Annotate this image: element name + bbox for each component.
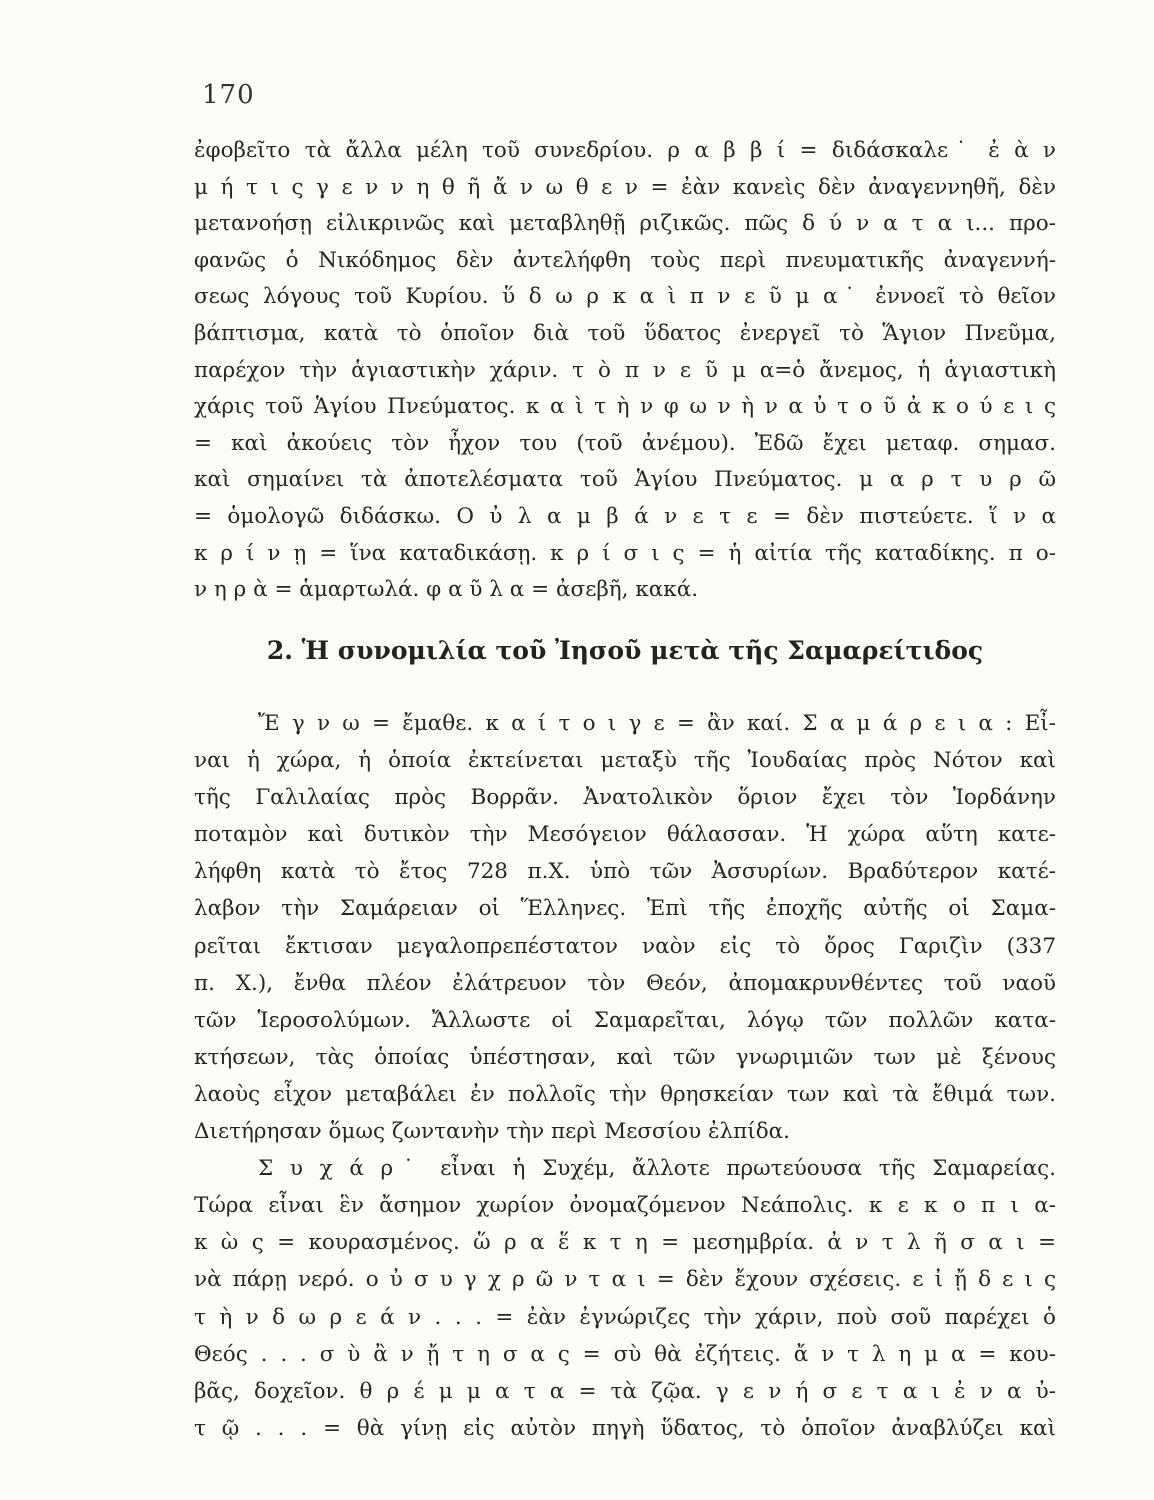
text-line: ποταμὸν καὶ δυτικὸν τὴν Μεσόγειον θάλασσαν. Ἡ χώρα αὕτη κατε-: [194, 822, 1056, 848]
text-line: λαβον τὴν Σαμάρειαν οἱ Ἕλληνες. Ἐπὶ τῆς ἐποχῆς αὐτῆς οἱ Σαμα-: [194, 896, 1056, 922]
text-line: ναι ἡ χώρα, ἡ ὁποία ἐκτείνεται μεταξὺ τῆς Ἰουδαίας πρὸς Νότον καὶ: [194, 748, 1056, 774]
text-line: μ ή τ ι ς γ ε ν ν η θ ῆ ἄ ν ω θ ε ν = ἐὰν κανεὶς δὲν ἀναγεννηθῆ, δὲν: [194, 174, 1056, 200]
paragraph-1: [194, 133, 1056, 609]
text-line: Τώρα εἶναι ἓν ἄσημον χωρίον ὀνομαζόμενον Νεάπολις. κ ε κ ο π ι α-: [194, 1193, 1056, 1219]
text-line: κτήσεων, τὰς ὁποίας ὑπέστησαν, καὶ τῶν γνωριμιῶν των μὲ ξένους: [194, 1044, 1056, 1070]
text-line: Θεός . . . σ ὺ ἂ ν ᾔ τ η σ α ς = σὺ θὰ ἐζήτεις. ἄ ν τ λ η μ α = κου-: [194, 1341, 1056, 1367]
text-line: σεως λόγους τοῦ Κυρίου. ὕ δ ω ρ κ α ὶ π ν ε ῦ μ α˙ ἐννοεῖ τὸ θεῖον: [194, 284, 1056, 310]
text-line: ἐφοβεῖτο τὰ ἄλλα μέλη τοῦ συνεδρίου. ρ α β β ί = διδάσκαλε˙ ἐ ὰ ν: [194, 138, 1056, 163]
text-line: μετανοήσῃ εἰλικρινῶς καὶ μεταβληθῇ ριζικῶς. πῶς δ ύ ν α τ α ι... προ-: [194, 211, 1056, 237]
text-line: βάπτισμα, κατὰ τὸ ὁποῖον διὰ τοῦ ὕδατος ἐνεργεῖ τὸ Ἅγιον Πνεῦμα,: [194, 320, 1056, 346]
section-heading: 2. Ἡ συνομιλία τοῦ Ἰησοῦ μετὰ τῆς Σαμαρείτιδος: [266, 636, 984, 665]
text-line: κ ρ ί ν ῃ = ἵνα καταδικάσῃ. κ ρ ί σ ι ς = ἡ αἰτία τῆς καταδίκης. π ο-: [194, 540, 1056, 566]
text-line: παρέχον τὴν ἁγιαστικὴν χάριν. τ ὸ π ν ε ῦ μ α=ὁ ἄνεμος, ἡ ἁγιαστικὴ: [194, 357, 1056, 383]
text-line: τ ῷ . . . = θὰ γίνῃ εἰς αὐτὸν πηγὴ ὕδατος, τὸ ὁποῖον ἀναβλύζει καὶ: [194, 1415, 1056, 1441]
text-line: νὰ πάρῃ νερό. ο ὐ σ υ γ χ ρ ῶ ν τ α ι = δὲν ἔχουν σχέσεις. ε ἰ ᾔ δ ε ι ς: [194, 1267, 1056, 1293]
text-line: φανῶς ὁ Νικόδημος δὲν ἀντελήφθη τοὺς περὶ πνευματικῆς ἀναγεννή-: [194, 247, 1056, 273]
text-line: τῶν Ἱεροσολύμων. Ἄλλωστε οἱ Σαμαρεῖται, λόγῳ τῶν πολλῶν κατα-: [194, 1007, 1056, 1033]
paragraphs-2-3: [194, 705, 1056, 1447]
text-line: = καὶ ἀκούεις τὸν ἦχον του (τοῦ ἀνέμου). Ἐδῶ ἔχει μεταφ. σημασ.: [194, 430, 1056, 456]
text-line: λαοὺς εἶχον μεταβάλει ἐν πολλοῖς τὴν θρησκείαν των καὶ τὰ ἔθιμά των.: [194, 1081, 1056, 1107]
text-line: λήφθη κατὰ τὸ ἔτος 728 π.Χ. ὑπὸ τῶν Ἀσσυρίων. Βραδύτερον κατέ-: [194, 859, 1056, 885]
text-line: Διετήρησαν ὅμως ζωντανὴν τὴν περὶ Μεσσίου ἐλπίδα.: [194, 1119, 790, 1145]
text-line: Σ υ χ ά ρ˙ εἶναι ἡ Συχέμ, ἄλλοτε πρωτεύουσα τῆς Σαμαρείας.: [258, 1156, 1056, 1182]
text-line: τῆς Γαλιλαίας πρὸς Βορρᾶν. Ἀνατολικὸν ὅριον ἔχει τὸν Ἰορδάνην: [194, 785, 1056, 811]
text-line: Ἔ γ ν ω = ἔμαθε. κ α ί τ ο ι γ ε = ἂν καί. Σ α μ ά ρ ε ι α : Εἶ-: [258, 711, 1056, 736]
text-line: ν η ρ ὰ = ἁμαρτωλά. φ α ῦ λ α = ἀσεβῆ, κακά.: [194, 577, 699, 603]
text-line: = ὁμολογῶ διδάσκω. Ο ὐ λ α μ β ά ν ε τ ε = δὲν πιστεύετε. ἵ ν α: [194, 503, 1056, 529]
text-line: ρεῖται ἔκτισαν μεγαλοπρεπέστατον ναὸν εἰς τὸ ὄρος Γαριζὶν (337: [194, 933, 1056, 959]
text-line: χάρις τοῦ Ἁγίου Πνεύματος. κ α ὶ τ ὴ ν φ ω ν ὴ ν α ὐ τ ο ῦ ἀ κ ο ύ ε ι ς: [194, 394, 1056, 420]
text-line: τ ὴ ν δ ω ρ ε ά ν . . . = ἐὰν ἐγνώριζες τὴν χάριν, ποὺ σοῦ παρέχει ὁ: [194, 1304, 1056, 1330]
text-line: βᾶς, δοχεῖον. θ ρ έ μ μ α τ α = τὰ ζῷα. γ ε ν ή σ ε τ α ι ἐ ν α ὐ-: [194, 1378, 1056, 1404]
page-number: 170: [202, 80, 255, 110]
text-line: κ ὼ ς = κουρασμένος. ὥ ρ α ἕ κ τ η = μεσημβρία. ἀ ν τ λ ῆ σ α ι =: [194, 1230, 1056, 1256]
text-line: π. Χ.), ἔνθα πλέον ἐλάτρευον τὸν Θεόν, ἀπομακρυνθέντες τοῦ ναοῦ: [194, 970, 1056, 996]
text-line: καὶ σημαίνει τὰ ἀποτελέσματα τοῦ Ἁγίου Πνεύματος. μ α ρ τ υ ρ ῶ: [194, 467, 1056, 493]
